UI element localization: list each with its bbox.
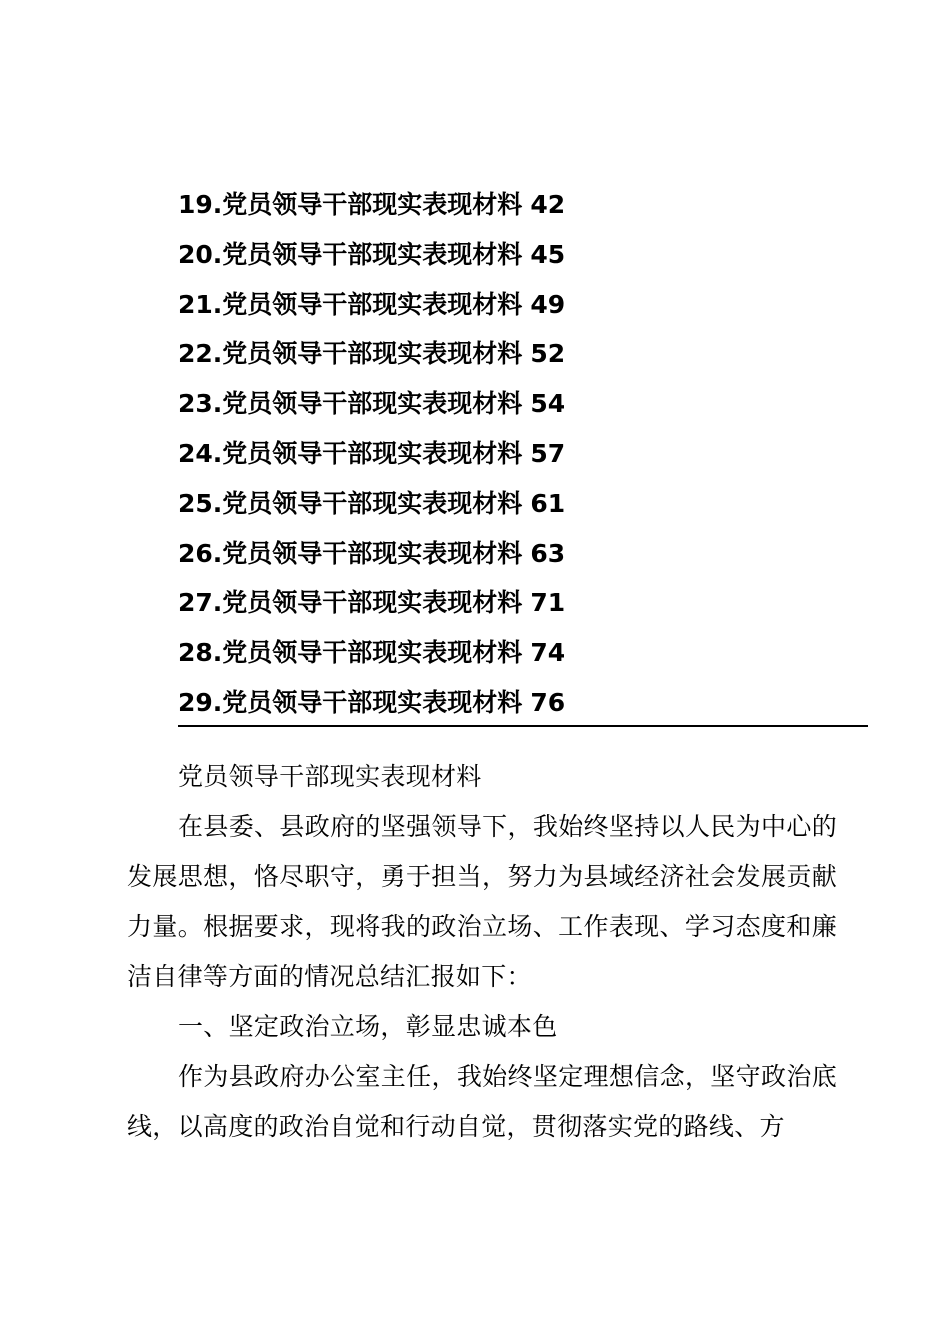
toc-entry-number: 25. xyxy=(178,488,223,518)
toc-entry-number: 24. xyxy=(178,438,223,468)
toc-entry-page: 57 xyxy=(530,438,566,468)
toc-entry-page: 49 xyxy=(530,289,566,319)
toc-entry-page: 71 xyxy=(530,588,566,618)
toc-entry-number: 19. xyxy=(178,190,223,219)
toc-entry-title: 党员领导干部现实表现材料 xyxy=(222,638,523,668)
toc-entry-number: 26. xyxy=(178,538,223,568)
intro-paragraph: 在县委、县政府的坚强领导下，我始终坚持以人民为中心的发展思想，恪尽职守，勇于担当，努力为县域经济社会发展贡献力量。根据要求，现将我的政治立场、工作表现、学习态度和廉洁自律等方面的情况总结汇报如下： xyxy=(127,812,837,991)
section-paragraph: 作为县政府办公室主任，我始终坚定理想信念，坚守政治底线，以高度的政治自觉和行动自觉，贯彻落实党的路线、方 xyxy=(127,1062,837,1141)
toc-entry-page: 74 xyxy=(530,638,566,668)
toc-entry-number: 27. xyxy=(178,588,223,618)
toc-entry-page: 52 xyxy=(530,339,566,369)
toc-entry-title: 党员领导干部现实表现材料 xyxy=(222,488,523,518)
toc-entry-title: 党员领导干部现实表现材料 xyxy=(222,438,523,468)
toc-entry-title: 党员领导干部现实表现材料 xyxy=(222,687,523,717)
toc-divider xyxy=(178,725,868,727)
section-heading: 一、坚定政治立场，彰显忠诚本色 xyxy=(178,1012,558,1041)
toc-entry-number: 28. xyxy=(178,638,223,668)
toc-entry-number: 29. xyxy=(178,687,223,717)
toc-entry-number: 20. xyxy=(178,239,223,269)
toc-entry-page: 76 xyxy=(530,687,566,717)
toc-entry-title: 党员领导干部现实表现材料 xyxy=(222,190,523,219)
toc-entry[interactable] xyxy=(178,384,868,434)
toc-entry-title: 党员领导干部现实表现材料 xyxy=(222,239,523,269)
toc-entry[interactable] xyxy=(178,583,868,633)
toc-entry-page: 61 xyxy=(530,488,566,518)
toc-entry[interactable] xyxy=(178,434,868,484)
toc-entry-title: 党员领导干部现实表现材料 xyxy=(222,538,523,568)
toc-entry[interactable] xyxy=(178,185,868,235)
toc-entry[interactable] xyxy=(178,285,868,335)
toc-entry-title: 党员领导干部现实表现材料 xyxy=(222,339,523,369)
toc-entry-page: 42 xyxy=(530,190,566,219)
toc-entry[interactable] xyxy=(178,334,868,384)
toc-entry-title: 党员领导干部现实表现材料 xyxy=(222,389,523,419)
toc-entry-page: 45 xyxy=(530,239,566,269)
toc-entry[interactable] xyxy=(178,484,868,534)
toc-entry-title: 党员领导干部现实表现材料 xyxy=(222,588,523,618)
toc-entry[interactable] xyxy=(178,235,868,285)
toc-entry[interactable] xyxy=(178,633,868,683)
toc-entry-page: 63 xyxy=(530,538,566,568)
toc-entry-page: 54 xyxy=(530,389,566,419)
document-title: 党员领导干部现实表现材料 xyxy=(178,762,482,791)
toc-entry-number: 22. xyxy=(178,339,223,369)
toc-entry-number: 23. xyxy=(178,389,223,419)
toc-entry-number: 21. xyxy=(178,289,223,319)
toc-entry-title: 党员领导干部现实表现材料 xyxy=(222,289,523,319)
toc-entry[interactable] xyxy=(178,534,868,584)
table-of-contents xyxy=(178,185,868,733)
document-body xyxy=(127,752,837,1152)
